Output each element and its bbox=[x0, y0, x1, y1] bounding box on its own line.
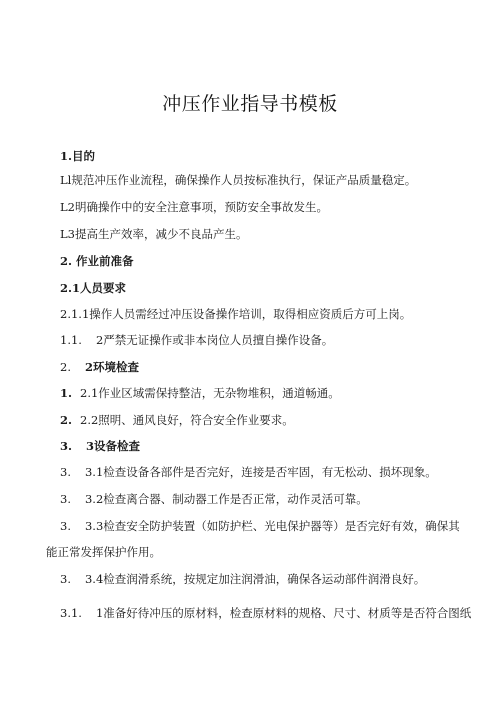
line-text: L2明确操作中的安全注意事项，预防安全事故发生。 bbox=[60, 200, 328, 214]
line-number: 2. bbox=[60, 413, 73, 427]
line-number: 1. bbox=[60, 386, 73, 400]
subsection-heading bbox=[60, 280, 126, 296]
line-text: 2.1.1操作人员需经过冲压设备操作培训，取得相应资质后方可上岗。 bbox=[60, 307, 412, 321]
paragraph-line bbox=[60, 199, 328, 215]
section-heading bbox=[60, 148, 95, 164]
paragraph-line bbox=[60, 464, 437, 480]
line-text: 3.2检查离合器、制动器工作是否正常，动作灵活可靠。 bbox=[84, 492, 368, 506]
line-text: 1.目的 bbox=[60, 149, 96, 163]
paragraph-line bbox=[60, 605, 471, 621]
line-text: 2严禁无证操作或非本岗位人员擅自操作设备。 bbox=[95, 333, 334, 347]
paragraph-line bbox=[60, 306, 411, 322]
line-text: 2.2照明、通风良好，符合安全作业要求。 bbox=[80, 413, 294, 427]
line-number: 3. bbox=[60, 465, 71, 479]
line-text: 3.1检查设备各部件是否完好，连接是否牢固，有无松动、损坏现象。 bbox=[84, 465, 437, 479]
line-text: 2.1作业区域需保持整洁，无杂物堆积，通道畅通。 bbox=[80, 386, 340, 400]
paragraph-line bbox=[60, 571, 425, 587]
paragraph-line bbox=[60, 332, 333, 348]
line-text: 2环境检查 bbox=[84, 360, 139, 374]
paragraph-line bbox=[60, 226, 247, 242]
paragraph-line bbox=[60, 172, 416, 188]
line-number: 3. bbox=[60, 492, 71, 506]
line-number: 1.1. bbox=[60, 333, 82, 347]
line-text: 3.3检查安全防护装置（如防护栏、光电保护器等）是否完好有效，确保其 bbox=[84, 519, 460, 533]
paragraph-line bbox=[60, 385, 340, 401]
line-text: 3设备检查 bbox=[86, 439, 141, 453]
line-text: 1准备好待冲压的原材料，检查原材料的规格、尺寸、材质等是否符合图纸 bbox=[95, 606, 472, 620]
paragraph-line bbox=[60, 518, 460, 534]
line-number: 3. bbox=[60, 519, 71, 533]
line-number: 2. bbox=[60, 360, 71, 374]
line-text: 3.4检查润滑系统，按规定加注润滑油，确保各运动部件润滑良好。 bbox=[84, 572, 426, 586]
subsection-heading bbox=[60, 438, 140, 454]
line-text: Ll规范冲压作业流程，确保操作人员按标准执行，保证产品质量稳定。 bbox=[60, 173, 417, 187]
line-number: 3. bbox=[60, 439, 73, 453]
line-text: L3提高生产效率，减少不良品产生。 bbox=[60, 227, 248, 241]
paragraph-line bbox=[60, 412, 294, 428]
line-text: 2.1人员要求 bbox=[60, 281, 127, 295]
document-title: 冲压作业指导书模板 bbox=[162, 93, 338, 115]
line-number: 3. bbox=[60, 572, 71, 586]
section-heading bbox=[60, 253, 134, 269]
paragraph-line-continuation bbox=[46, 544, 161, 560]
subsection-heading bbox=[60, 359, 139, 375]
line-number: 3.1. bbox=[60, 606, 82, 620]
line-text: 能正常发挥保护作用。 bbox=[46, 545, 161, 559]
paragraph-line bbox=[60, 491, 368, 507]
line-text: 2. 作业前准备 bbox=[60, 254, 134, 268]
